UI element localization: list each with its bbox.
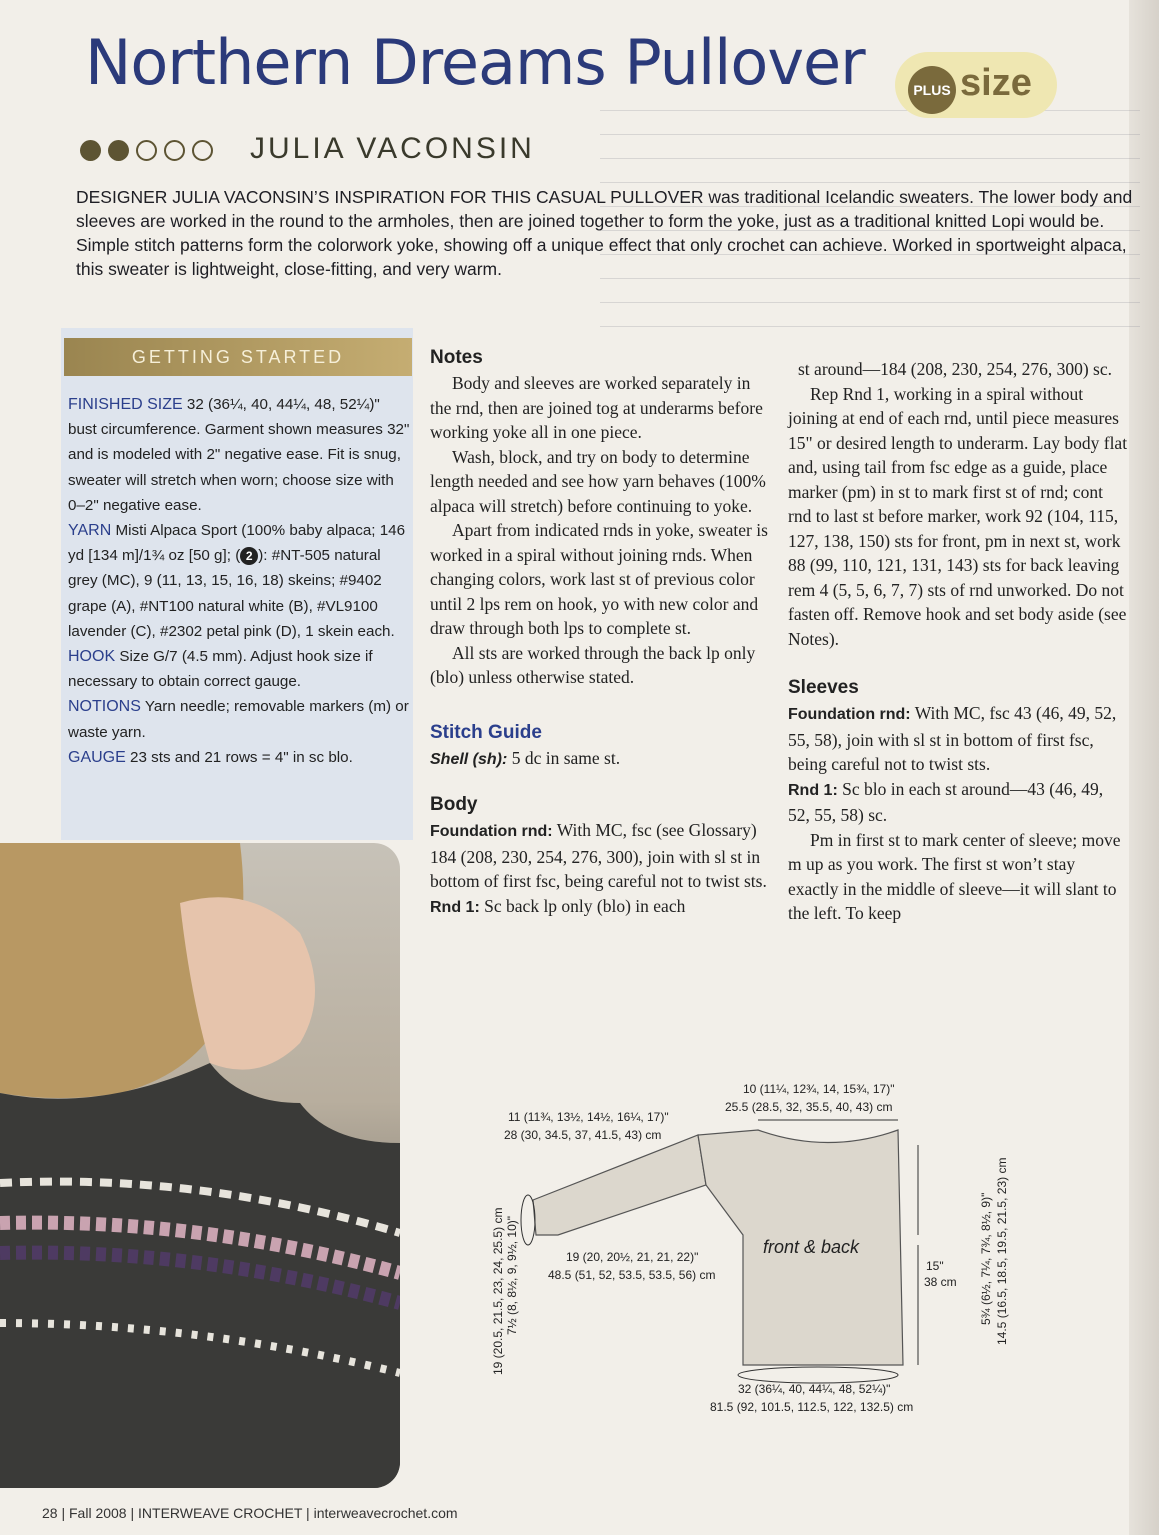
page-footer: 28 | Fall 2008 | INTERWEAVE CROCHET | interweavecrochet.com: [42, 1505, 458, 1521]
cuff-in: 7½ (8, 8½, 9, 9½, 10)": [505, 1216, 519, 1335]
materials-list: [68, 392, 410, 770]
hook-label: HOOK: [68, 648, 116, 666]
neck-width-cm: 25.5 (28.5, 32, 35.5, 40, 43) cm: [725, 1100, 893, 1114]
bust-in: 32 (36¼, 40, 44¼, 48, 52¼)": [738, 1382, 891, 1396]
finished-size-entry: [68, 392, 410, 518]
model-photo: [0, 843, 400, 1488]
skill-dot-empty: [136, 140, 157, 161]
sleeves-heading: Sleeves: [788, 677, 859, 698]
sleeves-foundation-text: With MC, fsc 43 (46, 49, 52, 55, 58), join with sl st in bottom of first fsc, being careful not to twist sts.: [788, 703, 1117, 774]
skill-dot-empty: [192, 140, 213, 161]
magazine-name: INTERWEAVE CROCHET: [138, 1505, 303, 1521]
stitch-guide-heading: Stitch Guide: [430, 721, 542, 743]
notes-heading: Notes: [430, 347, 483, 368]
yarn-text-cont: ): #NT-505 natural grey (MC), 9 (11, 13, 15, 16, 18) skeins; #9402 grape (A), #NT100 natural white (B), #VL9100 lavender (C), #2302 petal pink (D), 1 skein each.: [68, 547, 395, 640]
column-notes: [430, 345, 775, 920]
sleeves-marker-text: Pm in first st to mark center of sleeve; move m up as you work. The first st won’t stay exactly in the middle of sleeve—it will slant to the left. To keep: [788, 829, 1121, 923]
body-heading: Body: [430, 794, 478, 815]
skill-level-dots: [80, 133, 220, 167]
body-foundation-label: Foundation rnd:: [430, 823, 553, 840]
skill-dot-empty: [164, 140, 185, 161]
schematic-diagram: [488, 1075, 1048, 1505]
notes-paragraph: Wash, block, and try on body to determine length needed and see how yarn behaves (100% alpaca will stretch) before continuing to yoke.: [430, 446, 766, 516]
neck-width-in: 10 (11¼, 12¾, 14, 15¾, 17)": [743, 1082, 895, 1096]
skill-dot-filled: [80, 140, 101, 161]
bust-cm: 81.5 (92, 101.5, 112.5, 122, 132.5) cm: [710, 1400, 914, 1414]
body-repeat: Rep Rnd 1, working in a spiral without joining at end of each rnd, until piece measures 15" or desired length to underarm. Lay body flat and, using tail from fsc edge as a guide, place marker (pm) in st to mark first st of rnd; cont rnd to last st before marker, work 92 (104, 115, 127, 138, 150) sts for front, pm in next st, work 88 (99, 110, 121, 131, 143) sts for back leaving rem 4 (5, 5, 6, 7, 7) sts of rnd unworked. Do not fasten off. Remove hook and set body aside (see Notes).: [788, 383, 1128, 649]
yarn-entry: YARN Misti Alpaca Sport (100% baby alpaca; 146 yd [134 m]/1¾ oz [50 g]; ( 2 ): #NT-505 natural grey (MC), 9 (11, 13, 15, 16, 18) skeins; #9402 grape (A), #NT100 natural white (B), #VL9100 lavender (C), #2302 petal pink (D), 1 skein each.: [68, 522, 406, 640]
sleeve-length-in: 19 (20, 20½, 21, 21, 22)": [566, 1250, 699, 1264]
body-rnd1-text: Sc back lp only (blo) in each: [484, 895, 686, 916]
intro-paragraph: DESIGNER JULIA VACONSIN’S INSPIRATION FOR THIS CASUAL PULLOVER was traditional Icelandic sweaters. The lower body and sleeves are worked in the round to the armholes, then are joined together to form the yoke, just as a traditional knitted Lopi would be. Simple stitch patterns form the colorwork yoke, showing off a unique effect that only crochet can achieve. Worked in sportweight alpaca, this sweater is lightweight, close-fitting, and very warm.: [76, 187, 1133, 279]
plus-label: PLUS: [908, 66, 956, 114]
model-illustration: [0, 843, 400, 1488]
hook-text: Size G/7 (4.5 mm). Adjust hook size if necessary to obtain correct gauge.: [68, 648, 373, 691]
notes-paragraph: Body and sleeves are worked separately in the rnd, then are joined tog at underarms before working yoke all in one piece.: [430, 373, 763, 442]
sleeves-rnd1-text: Sc blo in each st around—43 (46, 49, 52, 55, 58) sc.: [788, 778, 1104, 825]
stitch-guide-entry: [430, 746, 775, 773]
notions-entry: [68, 694, 410, 744]
skill-dot-filled: [108, 140, 129, 161]
finished-size-label: FINISHED SIZE: [68, 396, 183, 413]
body-foundation: [430, 818, 775, 894]
body-continued: st around—184 (208, 230, 254, 276, 300) sc.: [798, 359, 1113, 379]
notes-paragraph: All sts are worked through the back lp only (blo) unless otherwise stated.: [430, 642, 756, 687]
website-url: interweavecrochet.com: [313, 1505, 458, 1521]
notions-text: Yarn needle; removable markers (m) or waste yarn.: [68, 698, 409, 741]
getting-started-heading: GETTING STARTED: [64, 338, 412, 376]
schematic-label: front & back: [763, 1237, 860, 1257]
page-title: Northern Dreams Pullover: [85, 26, 865, 99]
body-length-in: 15": [926, 1259, 944, 1273]
stitch-term: Shell (sh):: [430, 750, 508, 768]
notions-label: NOTIONS: [68, 698, 141, 716]
designer-name: JULIA VACONSIN: [250, 132, 535, 165]
gauge-entry: [68, 745, 410, 770]
gauge-label: GAUGE: [68, 748, 126, 766]
sleeves-foundation-label: Foundation rnd:: [788, 706, 911, 723]
body-foundation-text: With MC, fsc (see Glossary) 184 (208, 230, 254, 276, 300), join with sl st in bottom of first fsc, being careful not to twist sts.: [430, 820, 767, 891]
finished-size-text: 32 (36¼, 40, 44¼, 48, 52¼)" bust circumference. Garment shown measures 32" and is modeled with 2" negative ease. Fit is snug, sweater will stretch when worn; choose size with 0–2" negative ease.: [68, 396, 410, 514]
hook-entry: [68, 644, 410, 694]
column-body-cont: [788, 357, 1128, 926]
cuff-cm: 19 (20.5, 21.5, 23, 24, 25.5) cm: [491, 1207, 505, 1375]
upper-arm-cm: 28 (30, 34.5, 37, 41.5, 43) cm: [504, 1128, 662, 1142]
size-label: size: [960, 62, 1032, 104]
stitch-definition: 5 dc in same st.: [511, 747, 621, 768]
yoke-depth-cm: 14.5 (16.5, 18.5, 19.5, 21.5, 23) cm: [995, 1157, 1009, 1345]
sleeves-foundation: [788, 701, 1128, 777]
page-number: 28: [42, 1505, 58, 1521]
yarn-text: Misti Alpaca Sport (100% baby alpaca; 146 yd [134 m]/1¾ oz [50 g];: [68, 522, 406, 565]
gauge-text: 23 sts and 21 rows = 4" in sc blo.: [130, 748, 353, 766]
body-rnd1: [430, 894, 775, 921]
yoke-depth-in: 5¾ (6½, 7¼, 7¾, 8½, 9)": [979, 1192, 993, 1325]
sleeves-rnd1-label: Rnd 1:: [788, 781, 838, 799]
yarn-label: YARN: [68, 522, 112, 540]
body-length-cm: 38 cm: [924, 1275, 957, 1289]
yarn-weight-icon: 2: [240, 547, 258, 565]
issue-date: Fall 2008: [69, 1505, 127, 1521]
upper-arm-in: 11 (11¾, 13½, 14½, 16¼, 17)": [508, 1110, 669, 1124]
body-rnd1-label: Rnd 1:: [430, 898, 480, 916]
notes-paragraph: Apart from indicated rnds in yoke, sweater is worked in a spiral without joining rnds. When changing colors, work last st of previous color until 2 lps rem on hook, yo with new color and draw through both lps to complete st.: [430, 520, 768, 638]
sleeve-length-cm: 48.5 (51, 52, 53.5, 53.5, 56) cm: [548, 1268, 716, 1282]
sleeves-rnd1: [788, 777, 1128, 828]
